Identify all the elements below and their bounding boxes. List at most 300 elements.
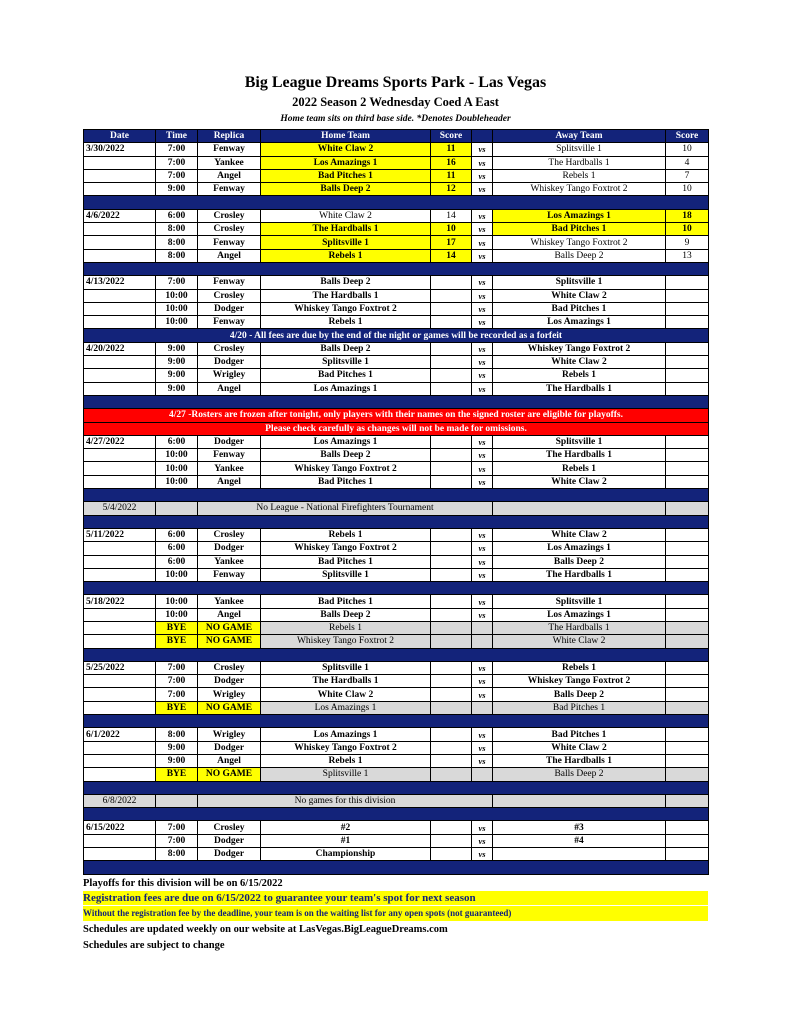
separator-row bbox=[84, 781, 709, 794]
separator-row bbox=[84, 395, 709, 408]
vs-cell: vs bbox=[472, 595, 493, 608]
time-cell: BYE bbox=[156, 768, 198, 781]
notice-text: 4/27 -Rosters are frozen after tonight, only players with their names on the signed roster are eligible for playoffs. bbox=[84, 409, 709, 422]
away-team-cell: The Hardballs 1 bbox=[493, 156, 666, 169]
game-row bbox=[84, 688, 709, 701]
home-score-cell: 14 bbox=[431, 249, 472, 262]
game-row bbox=[84, 754, 709, 767]
time-cell: 8:00 bbox=[156, 223, 198, 236]
home-team-cell: Balls Deep 2 bbox=[261, 276, 431, 289]
replica-cell: Angel bbox=[198, 475, 261, 488]
replica-cell: NO GAME bbox=[198, 621, 261, 634]
vs-cell: vs bbox=[472, 754, 493, 767]
separator-cell bbox=[84, 515, 709, 528]
away-score-cell bbox=[666, 449, 709, 462]
registration-note: Registration fees are due on 6/15/2022 to guarantee your team's spot for next season bbox=[83, 891, 708, 905]
time-cell: 9:00 bbox=[156, 369, 198, 382]
away-team-cell: White Claw 2 bbox=[493, 356, 666, 369]
away-score-cell bbox=[666, 794, 709, 807]
date-cell bbox=[84, 848, 156, 861]
info-text: No games for this division bbox=[198, 794, 493, 807]
home-team-cell: Splitsville 1 bbox=[261, 568, 431, 581]
home-score-cell bbox=[431, 369, 472, 382]
home-team-cell: Balls Deep 2 bbox=[261, 449, 431, 462]
game-row bbox=[84, 741, 709, 754]
away-score-cell bbox=[666, 382, 709, 395]
home-team-cell: Rebels 1 bbox=[261, 621, 431, 634]
away-score-cell bbox=[666, 435, 709, 448]
time-cell: 7:00 bbox=[156, 675, 198, 688]
home-score-cell: 16 bbox=[431, 156, 472, 169]
vs-cell: vs bbox=[472, 741, 493, 754]
game-row bbox=[84, 316, 709, 329]
replica-cell: Angel bbox=[198, 608, 261, 621]
date-cell bbox=[84, 236, 156, 249]
vs-cell: vs bbox=[472, 435, 493, 448]
replica-cell: Dodger bbox=[198, 741, 261, 754]
separator-row bbox=[84, 196, 709, 209]
waiting-list-note: Without the registration fee by the deadline, your team is on the waiting list for any open spots (not guaranteed) bbox=[83, 906, 708, 921]
time-cell: 10:00 bbox=[156, 302, 198, 315]
date-cell: 3/30/2022 bbox=[84, 143, 156, 156]
date-cell: 4/20/2022 bbox=[84, 342, 156, 355]
home-team-cell: Whiskey Tango Foxtrot 2 bbox=[261, 741, 431, 754]
away-team-cell: Whiskey Tango Foxtrot 2 bbox=[493, 342, 666, 355]
game-row bbox=[84, 555, 709, 568]
date-cell: 4/27/2022 bbox=[84, 435, 156, 448]
home-score-cell: 17 bbox=[431, 236, 472, 249]
separator-row bbox=[84, 648, 709, 661]
away-team-cell: Bad Pitches 1 bbox=[493, 701, 666, 714]
home-team-cell: Championship bbox=[261, 848, 431, 861]
replica-cell: Crosley bbox=[198, 661, 261, 674]
col-header-home-score: Score bbox=[431, 130, 472, 143]
date-cell: 5/18/2022 bbox=[84, 595, 156, 608]
game-row bbox=[84, 276, 709, 289]
home-team-cell: White Claw 2 bbox=[261, 688, 431, 701]
game-row bbox=[84, 183, 709, 196]
home-team-cell: Balls Deep 2 bbox=[261, 183, 431, 196]
vs-cell: vs bbox=[472, 834, 493, 847]
separator-cell bbox=[84, 489, 709, 502]
away-score-cell bbox=[666, 635, 709, 648]
home-team-cell: Whiskey Tango Foxtrot 2 bbox=[261, 462, 431, 475]
date-cell bbox=[84, 555, 156, 568]
game-row bbox=[84, 382, 709, 395]
away-score-cell bbox=[666, 316, 709, 329]
away-team-cell: #4 bbox=[493, 834, 666, 847]
separator-row bbox=[84, 715, 709, 728]
separator-row bbox=[84, 808, 709, 821]
time-cell: 10:00 bbox=[156, 595, 198, 608]
away-score-cell bbox=[666, 728, 709, 741]
away-score-cell: 7 bbox=[666, 169, 709, 182]
time-cell: 8:00 bbox=[156, 249, 198, 262]
away-team-cell: Whiskey Tango Foxtrot 2 bbox=[493, 183, 666, 196]
info-text: No League - National Firefighters Tournament bbox=[198, 502, 493, 515]
time-cell bbox=[156, 502, 198, 515]
home-score-cell bbox=[431, 435, 472, 448]
vs-cell: vs bbox=[472, 661, 493, 674]
replica-cell: Fenway bbox=[198, 316, 261, 329]
date-cell bbox=[84, 754, 156, 767]
away-team-cell: White Claw 2 bbox=[493, 528, 666, 541]
replica-cell: Fenway bbox=[198, 236, 261, 249]
date-cell bbox=[84, 768, 156, 781]
notice-text: Please check carefully as changes will not be made for omissions. bbox=[84, 422, 709, 435]
col-header-date: Date bbox=[84, 130, 156, 143]
replica-cell: Dodger bbox=[198, 834, 261, 847]
separator-cell bbox=[84, 582, 709, 595]
home-team-cell: Splitsville 1 bbox=[261, 768, 431, 781]
date-cell bbox=[84, 834, 156, 847]
home-score-cell: 11 bbox=[431, 169, 472, 182]
replica-cell: Crosley bbox=[198, 821, 261, 834]
game-row bbox=[84, 542, 709, 555]
date-cell bbox=[84, 289, 156, 302]
vs-cell: vs bbox=[472, 821, 493, 834]
separator-row bbox=[84, 262, 709, 275]
home-score-cell bbox=[431, 595, 472, 608]
date-cell bbox=[84, 568, 156, 581]
separator-cell bbox=[84, 262, 709, 275]
away-team-cell: Splitsville 1 bbox=[493, 276, 666, 289]
home-score-cell bbox=[431, 528, 472, 541]
date-cell bbox=[84, 183, 156, 196]
home-score-cell bbox=[431, 688, 472, 701]
away-score-cell bbox=[666, 741, 709, 754]
vs-cell: vs bbox=[472, 449, 493, 462]
col-header-away-score: Score bbox=[666, 130, 709, 143]
replica-cell: Crosley bbox=[198, 342, 261, 355]
vs-cell: vs bbox=[472, 316, 493, 329]
time-cell: 9:00 bbox=[156, 754, 198, 767]
time-cell: 6:00 bbox=[156, 528, 198, 541]
game-row bbox=[84, 462, 709, 475]
home-score-cell bbox=[431, 754, 472, 767]
col-header-time: Time bbox=[156, 130, 198, 143]
game-row bbox=[84, 475, 709, 488]
separator-cell bbox=[84, 808, 709, 821]
away-team-cell: Balls Deep 2 bbox=[493, 768, 666, 781]
bye-row bbox=[84, 701, 709, 714]
date-cell bbox=[84, 621, 156, 634]
replica-cell: Angel bbox=[198, 169, 261, 182]
game-row bbox=[84, 342, 709, 355]
roster-notice-row bbox=[84, 422, 709, 435]
website-note: Schedules are updated weekly on our website at LasVegas.BigLeagueDreams.com bbox=[83, 924, 448, 935]
date-cell bbox=[84, 462, 156, 475]
game-row bbox=[84, 302, 709, 315]
home-team-cell: Bad Pitches 1 bbox=[261, 555, 431, 568]
home-team-cell: Bad Pitches 1 bbox=[261, 595, 431, 608]
date-cell: 6/8/2022 bbox=[84, 794, 156, 807]
away-score-cell bbox=[666, 555, 709, 568]
away-score-cell bbox=[666, 848, 709, 861]
change-note: Schedules are subject to change bbox=[83, 940, 225, 951]
replica-cell: Angel bbox=[198, 249, 261, 262]
home-team-cell: The Hardballs 1 bbox=[261, 675, 431, 688]
vs-cell: vs bbox=[472, 183, 493, 196]
vs-cell bbox=[472, 701, 493, 714]
home-score-cell bbox=[431, 356, 472, 369]
home-score-cell bbox=[431, 728, 472, 741]
away-team-cell: Rebels 1 bbox=[493, 369, 666, 382]
away-team-cell: Bad Pitches 1 bbox=[493, 728, 666, 741]
replica-cell: Dodger bbox=[198, 675, 261, 688]
time-cell: 7:00 bbox=[156, 276, 198, 289]
away-team-cell: Los Amazings 1 bbox=[493, 209, 666, 222]
vs-cell bbox=[472, 635, 493, 648]
away-team-cell bbox=[493, 794, 666, 807]
home-team-cell: Rebels 1 bbox=[261, 754, 431, 767]
home-team-cell: White Claw 2 bbox=[261, 143, 431, 156]
fee-notice-row bbox=[84, 329, 709, 342]
home-team-cell: Los Amazings 1 bbox=[261, 728, 431, 741]
vs-cell: vs bbox=[472, 276, 493, 289]
away-team-cell bbox=[493, 502, 666, 515]
home-score-cell bbox=[431, 316, 472, 329]
home-score-cell bbox=[431, 661, 472, 674]
home-team-cell: #1 bbox=[261, 834, 431, 847]
away-score-cell bbox=[666, 462, 709, 475]
vs-cell: vs bbox=[472, 356, 493, 369]
time-cell: 10:00 bbox=[156, 449, 198, 462]
time-cell: 7:00 bbox=[156, 821, 198, 834]
vs-cell: vs bbox=[472, 568, 493, 581]
date-cell bbox=[84, 369, 156, 382]
replica-cell: Angel bbox=[198, 382, 261, 395]
home-score-cell bbox=[431, 276, 472, 289]
replica-cell: NO GAME bbox=[198, 635, 261, 648]
home-score-cell: 12 bbox=[431, 183, 472, 196]
away-score-cell bbox=[666, 701, 709, 714]
away-score-cell bbox=[666, 356, 709, 369]
date-cell: 5/11/2022 bbox=[84, 528, 156, 541]
date-cell bbox=[84, 156, 156, 169]
vs-cell: vs bbox=[472, 156, 493, 169]
page-subtitle: 2022 Season 2 Wednesday Coed A East bbox=[292, 95, 499, 109]
time-cell: 10:00 bbox=[156, 289, 198, 302]
away-team-cell: Rebels 1 bbox=[493, 661, 666, 674]
home-score-cell bbox=[431, 342, 472, 355]
date-cell bbox=[84, 475, 156, 488]
away-score-cell bbox=[666, 302, 709, 315]
game-row bbox=[84, 236, 709, 249]
vs-cell: vs bbox=[472, 223, 493, 236]
separator-cell bbox=[84, 715, 709, 728]
away-score-cell: 13 bbox=[666, 249, 709, 262]
replica-cell: Yankee bbox=[198, 156, 261, 169]
home-score-cell: 11 bbox=[431, 143, 472, 156]
date-cell bbox=[84, 635, 156, 648]
away-score-cell: 18 bbox=[666, 209, 709, 222]
away-score-cell bbox=[666, 661, 709, 674]
vs-cell: vs bbox=[472, 462, 493, 475]
home-team-cell: Los Amazings 1 bbox=[261, 435, 431, 448]
replica-cell: Crosley bbox=[198, 528, 261, 541]
game-row bbox=[84, 143, 709, 156]
home-score-cell bbox=[431, 621, 472, 634]
time-cell: BYE bbox=[156, 701, 198, 714]
away-team-cell: The Hardballs 1 bbox=[493, 449, 666, 462]
away-team-cell: Splitsville 1 bbox=[493, 435, 666, 448]
replica-cell: Crosley bbox=[198, 209, 261, 222]
replica-cell: Crosley bbox=[198, 223, 261, 236]
game-row bbox=[84, 848, 709, 861]
time-cell: 7:00 bbox=[156, 156, 198, 169]
replica-cell: Fenway bbox=[198, 276, 261, 289]
game-row bbox=[84, 675, 709, 688]
date-cell: 6/1/2022 bbox=[84, 728, 156, 741]
home-team-cell: Balls Deep 2 bbox=[261, 342, 431, 355]
home-score-cell bbox=[431, 475, 472, 488]
away-team-cell: Whiskey Tango Foxtrot 2 bbox=[493, 675, 666, 688]
home-score-cell bbox=[431, 768, 472, 781]
home-team-cell: Bad Pitches 1 bbox=[261, 169, 431, 182]
game-row bbox=[84, 821, 709, 834]
game-row bbox=[84, 528, 709, 541]
col-header-replica: Replica bbox=[198, 130, 261, 143]
vs-cell bbox=[472, 768, 493, 781]
time-cell: 8:00 bbox=[156, 728, 198, 741]
replica-cell: Dodger bbox=[198, 848, 261, 861]
game-row bbox=[84, 661, 709, 674]
time-cell: 10:00 bbox=[156, 316, 198, 329]
away-team-cell: White Claw 2 bbox=[493, 635, 666, 648]
date-cell bbox=[84, 302, 156, 315]
away-score-cell: 4 bbox=[666, 156, 709, 169]
home-team-cell: White Claw 2 bbox=[261, 209, 431, 222]
away-team-cell: The Hardballs 1 bbox=[493, 754, 666, 767]
notice-text: 4/20 - All fees are due by the end of the night or games will be recorded as a forfeit bbox=[84, 329, 709, 342]
home-score-cell bbox=[431, 542, 472, 555]
away-team-cell: Bad Pitches 1 bbox=[493, 302, 666, 315]
home-team-cell: #2 bbox=[261, 821, 431, 834]
vs-cell: vs bbox=[472, 382, 493, 395]
vs-cell: vs bbox=[472, 555, 493, 568]
separator-cell bbox=[84, 395, 709, 408]
time-cell: 7:00 bbox=[156, 143, 198, 156]
game-row bbox=[84, 356, 709, 369]
game-row bbox=[84, 435, 709, 448]
page-note: Home team sits on third base side. *Denotes Doubleheader bbox=[280, 114, 511, 124]
time-cell: 6:00 bbox=[156, 209, 198, 222]
date-cell bbox=[84, 701, 156, 714]
game-row bbox=[84, 209, 709, 222]
home-score-cell bbox=[431, 462, 472, 475]
home-team-cell: Bad Pitches 1 bbox=[261, 475, 431, 488]
away-score-cell bbox=[666, 528, 709, 541]
vs-cell: vs bbox=[472, 143, 493, 156]
vs-cell: vs bbox=[472, 608, 493, 621]
col-header-away-team: Away Team bbox=[493, 130, 666, 143]
bye-row bbox=[84, 768, 709, 781]
game-row bbox=[84, 728, 709, 741]
date-cell bbox=[84, 608, 156, 621]
away-score-cell bbox=[666, 475, 709, 488]
home-score-cell bbox=[431, 675, 472, 688]
time-cell: 9:00 bbox=[156, 356, 198, 369]
vs-cell: vs bbox=[472, 342, 493, 355]
away-score-cell bbox=[666, 675, 709, 688]
replica-cell: Yankee bbox=[198, 462, 261, 475]
bye-row bbox=[84, 635, 709, 648]
separator-cell bbox=[84, 781, 709, 794]
date-cell: 5/25/2022 bbox=[84, 661, 156, 674]
time-cell bbox=[156, 794, 198, 807]
time-cell: 8:00 bbox=[156, 848, 198, 861]
away-team-cell: Whiskey Tango Foxtrot 2 bbox=[493, 236, 666, 249]
date-cell: 5/4/2022 bbox=[84, 502, 156, 515]
away-score-cell bbox=[666, 768, 709, 781]
home-team-cell: Splitsville 1 bbox=[261, 236, 431, 249]
away-score-cell bbox=[666, 342, 709, 355]
date-cell bbox=[84, 356, 156, 369]
col-header-home-team: Home Team bbox=[261, 130, 431, 143]
time-cell: 7:00 bbox=[156, 169, 198, 182]
time-cell: 7:00 bbox=[156, 688, 198, 701]
date-cell bbox=[84, 675, 156, 688]
time-cell: 8:00 bbox=[156, 236, 198, 249]
game-row bbox=[84, 449, 709, 462]
replica-cell: Crosley bbox=[198, 289, 261, 302]
date-cell bbox=[84, 316, 156, 329]
replica-cell: Wrigley bbox=[198, 688, 261, 701]
away-team-cell: Rebels 1 bbox=[493, 462, 666, 475]
separator-cell bbox=[84, 196, 709, 209]
game-row bbox=[84, 608, 709, 621]
away-score-cell bbox=[666, 754, 709, 767]
time-cell: 6:00 bbox=[156, 542, 198, 555]
no-games-row bbox=[84, 794, 709, 807]
home-score-cell: 10 bbox=[431, 223, 472, 236]
vs-cell: vs bbox=[472, 528, 493, 541]
time-cell: 9:00 bbox=[156, 382, 198, 395]
time-cell: 6:00 bbox=[156, 435, 198, 448]
replica-cell: NO GAME bbox=[198, 768, 261, 781]
away-score-cell bbox=[666, 821, 709, 834]
home-team-cell: Rebels 1 bbox=[261, 528, 431, 541]
home-score-cell bbox=[431, 302, 472, 315]
separator-row bbox=[84, 489, 709, 502]
game-row bbox=[84, 169, 709, 182]
away-score-cell bbox=[666, 834, 709, 847]
game-row bbox=[84, 156, 709, 169]
separator-row bbox=[84, 515, 709, 528]
schedule-body bbox=[84, 143, 709, 874]
time-cell: 9:00 bbox=[156, 741, 198, 754]
home-team-cell: Whiskey Tango Foxtrot 2 bbox=[261, 302, 431, 315]
time-cell: 7:00 bbox=[156, 834, 198, 847]
home-team-cell: Rebels 1 bbox=[261, 316, 431, 329]
replica-cell: Wrigley bbox=[198, 369, 261, 382]
date-cell bbox=[84, 688, 156, 701]
away-score-cell bbox=[666, 608, 709, 621]
replica-cell: Wrigley bbox=[198, 728, 261, 741]
away-score-cell bbox=[666, 289, 709, 302]
date-cell bbox=[84, 542, 156, 555]
home-team-cell: Rebels 1 bbox=[261, 249, 431, 262]
home-team-cell: Balls Deep 2 bbox=[261, 608, 431, 621]
replica-cell: NO GAME bbox=[198, 701, 261, 714]
home-score-cell bbox=[431, 821, 472, 834]
away-score-cell: 10 bbox=[666, 223, 709, 236]
away-score-cell: 10 bbox=[666, 183, 709, 196]
home-score-cell bbox=[431, 449, 472, 462]
away-team-cell bbox=[493, 848, 666, 861]
time-cell: 6:00 bbox=[156, 555, 198, 568]
